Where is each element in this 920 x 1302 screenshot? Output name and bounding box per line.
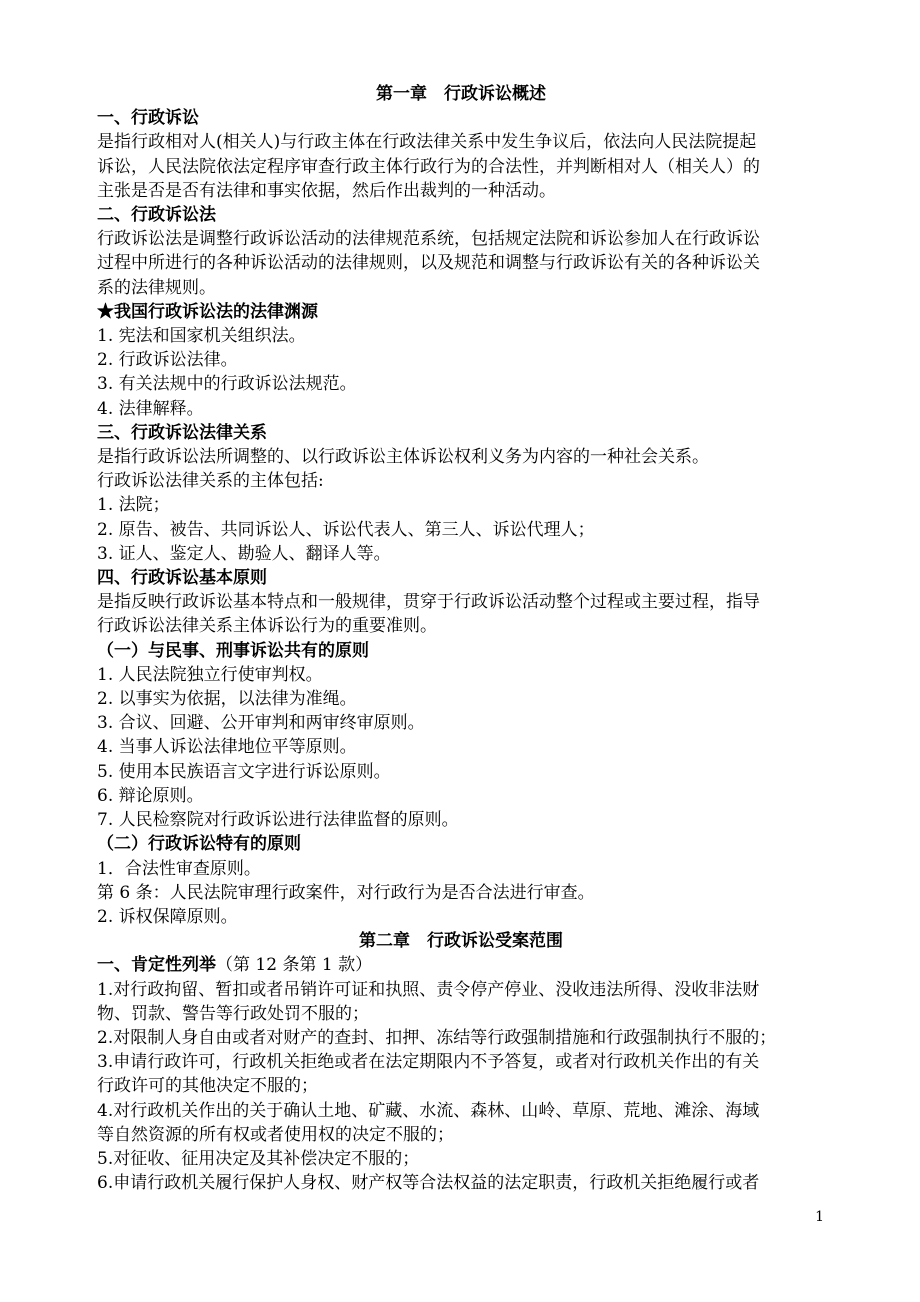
list-item: 1. 法院；: [97, 495, 170, 516]
section-heading: 一、肯定性列举: [97, 955, 216, 976]
sources-heading: ★我国行政诉讼法的法律渊源: [97, 301, 318, 322]
list-item: 等自然资源的所有权或者使用权的决定不服的；: [97, 1124, 454, 1145]
paragraph-line: 第 6 条：人民法院审理行政案件，对行政行为是否合法进行审查。: [97, 882, 595, 903]
list-item: 6. 辩论原则。: [97, 785, 204, 806]
section-heading: 一、行政诉讼: [97, 108, 199, 129]
list-item: 行政许可的其他决定不服的；: [97, 1076, 318, 1097]
document-page: [97, 82, 825, 1195]
paragraph-line: 行政诉讼法律关系的主体包括:: [97, 471, 324, 492]
list-item: 4. 当事人诉讼法律地位平等原则。: [97, 737, 357, 758]
paragraph-line: 过程中所进行的各种诉讼活动的法律规则，以及规范和调整与行政诉讼有关的各种诉讼关: [97, 253, 760, 274]
paragraph-line: 诉讼，人民法院依法定程序审查行政主体行政行为的合法性，并判断相对人（相关人）的: [97, 156, 760, 177]
paragraph-line: 主张是否是否有法律和事实依据，然后作出裁判的一种活动。: [97, 180, 556, 201]
page-number: 1: [815, 1209, 824, 1225]
chapter-1-title: 第一章 行政诉讼概述: [376, 84, 546, 104]
list-item: 2. 行政诉讼法律。: [97, 350, 238, 371]
list-item: 4. 法律解释。: [97, 398, 204, 419]
list-item: 1. 宪法和国家机关组织法。: [97, 326, 306, 347]
chapter-2-title: 第二章 行政诉讼受案范围: [359, 931, 563, 952]
list-item: 4.对行政机关作出的关于确认土地、矿藏、水流、森林、山岭、草原、荒地、滩涂、海域: [97, 1100, 760, 1121]
list-item: 物、罚款、警告等行政处罚不服的；: [97, 1003, 369, 1024]
list-item: 2. 以事实为依据，以法律为准绳。: [97, 689, 357, 710]
list-item: 2. 原告、被告、共同诉讼人、诉讼代表人、第三人、诉讼代理人；: [97, 519, 595, 540]
list-item: 5.对征收、征用决定及其补偿决定不服的；: [97, 1148, 420, 1169]
list-item: 1. 人民法院独立行使审判权。: [97, 664, 323, 685]
paragraph-line: 是指反映行政诉讼基本特点和一般规律，贯穿于行政诉讼活动整个过程或主要过程，指导: [97, 592, 760, 613]
subsection-heading: （二）行政诉讼特有的原则: [97, 834, 301, 855]
list-item: 3. 证人、鉴定人、勘验人、翻译人等。: [97, 543, 391, 564]
list-item: 3.申请行政许可，行政机关拒绝或者在法定期限内不予答复，或者对行政机关作出的有关: [97, 1052, 760, 1073]
list-item: 2. 诉权保障原则。: [97, 906, 238, 927]
section-heading: 四、行政诉讼基本原则: [97, 568, 267, 589]
list-item: 6.申请行政机关履行保护人身权、财产权等合法权益的法定职责，行政机关拒绝履行或者: [97, 1173, 760, 1194]
subsection-heading: （一）与民事、刑事诉讼共有的原则: [97, 640, 369, 661]
section-heading: 三、行政诉讼法律关系: [97, 422, 267, 443]
section-heading-row: [97, 953, 825, 977]
paragraph-line: 系的法律规则。: [97, 277, 216, 298]
list-item: 7. 人民检察院对行政诉讼进行法律监督的原则。: [97, 810, 459, 831]
list-item: 5. 使用本民族语言文字进行诉讼原则。: [97, 761, 391, 782]
section-heading: 二、行政诉讼法: [97, 205, 216, 226]
list-item: 2.对限制人身自由或者对财产的查封、扣押、冻结等行政强制措施和行政强制执行不服的；: [97, 1027, 777, 1048]
list-item: 1．合法性审查原则。: [97, 858, 261, 879]
paragraph-line: 是指行政诉讼法所调整的、以行政诉讼主体诉讼权利义务为内容的一种社会关系。: [97, 447, 709, 468]
paragraph-line: 是指行政相对人(相关人)与行政主体在行政法律关系中发生争议后，依法向人民法院提起: [97, 132, 757, 153]
list-item: 1.对行政拘留、暂扣或者吊销许可证和执照、责令停产停业、没收违法所得、没收非法财: [97, 979, 760, 1000]
article-reference: （第 12 条第 1 款）: [216, 955, 373, 976]
paragraph-line: 行政诉讼法律关系主体诉讼行为的重要准则。: [97, 616, 437, 637]
paragraph-line: 行政诉讼法是调整行政诉讼活动的法律规范系统，包括规定法院和诉讼参加人在行政诉讼: [97, 229, 760, 250]
list-item: 3. 有关法规中的行政诉讼法规范。: [97, 374, 357, 395]
list-item: 3. 合议、回避、公开审判和两审终审原则。: [97, 713, 425, 734]
